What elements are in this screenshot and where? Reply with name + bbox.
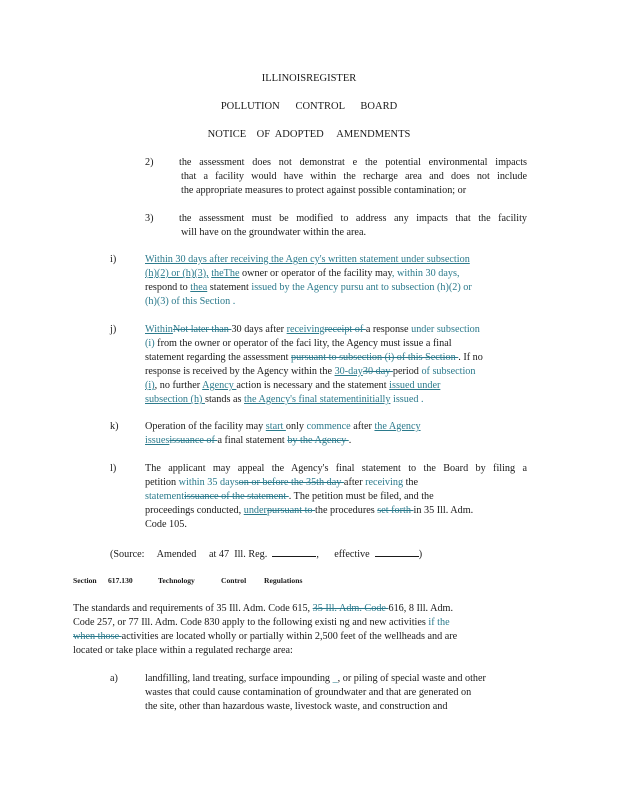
item-i-line	[145, 295, 529, 309]
item-l-line	[145, 504, 527, 518]
inserted-text: under	[243, 505, 267, 516]
deleted-text: issuance of	[169, 435, 218, 446]
item-l-label: l)	[110, 463, 117, 474]
body-text: action is necessary and the statement	[236, 380, 390, 391]
register-name: ILLINOISREGISTER	[261, 73, 357, 84]
item-j-line	[145, 323, 533, 337]
item-l-line	[145, 476, 527, 490]
inserted-text: issued .	[390, 394, 424, 405]
item-j-line	[145, 337, 533, 351]
item-2-label: 2)	[145, 157, 154, 168]
item-j-text	[145, 323, 533, 407]
item-a-text	[145, 672, 531, 714]
deleted-text: by the Agency	[287, 435, 349, 446]
inserted-text: of subsection	[421, 366, 476, 377]
inserted-mark: _	[332, 673, 338, 684]
inserted-text: issued under	[389, 380, 441, 391]
body-text: only	[285, 421, 307, 432]
inserted-text: theThe	[211, 268, 240, 279]
body-text: activities are located wholly or partially within 2,500 feet of the wellheads and are	[121, 631, 458, 642]
body-text: The standards and requirements of 35 Ill. Adm. Code 615,	[73, 603, 313, 614]
volume-blank	[272, 546, 316, 557]
inserted-text: (i)	[145, 338, 155, 349]
body-text: period	[392, 366, 422, 377]
item-j-line	[145, 351, 533, 365]
deleted-text: receipt of	[324, 324, 366, 335]
deleted-text: set forth	[377, 505, 414, 516]
item-3-label: 3)	[145, 213, 154, 224]
body-text: a final statement	[217, 435, 288, 446]
item-k-line	[145, 420, 529, 434]
inserted-text: receiving	[286, 324, 325, 335]
inserted-text: subsection (h)	[145, 394, 205, 405]
inserted-text: the Agency	[374, 421, 421, 432]
deleted-text: when those	[73, 631, 122, 642]
inserted-text: under subsection	[411, 324, 480, 335]
item-2-line: the assessment does not demonstrat e the potential environmental impacts	[179, 157, 527, 168]
inserted-text: receiving	[365, 477, 404, 488]
inserted-text: Agency	[202, 380, 237, 391]
item-k-line	[145, 434, 529, 448]
notice-heading: NOTICE OF ADOPTED AMENDMENTS	[207, 129, 411, 140]
body-text: proceedings conducted,	[145, 505, 244, 516]
inserted-text: Within 30 days after receiving the Agen cy's written statement under subsection	[145, 254, 470, 265]
paragraph-line	[73, 602, 529, 616]
section-title-word: Control	[221, 576, 247, 585]
source-effective: effective	[334, 549, 370, 560]
item-i-line	[145, 281, 529, 295]
inserted-text: (h)(3) of this Section .	[145, 296, 236, 307]
deleted-text: pursuant to	[266, 505, 316, 516]
source-close: )	[418, 549, 423, 560]
item-j-line	[145, 379, 533, 393]
deleted-text: 30 day	[362, 366, 393, 377]
body-text: the	[403, 477, 419, 488]
item-i-line	[145, 267, 529, 281]
section-paragraph	[73, 602, 529, 658]
deleted-text: on or before the 35th day	[238, 477, 344, 488]
item-l-line	[145, 490, 527, 504]
body-text: after	[343, 477, 366, 488]
date-blank	[375, 546, 419, 557]
item-j-line	[145, 393, 533, 407]
paragraph-line	[73, 630, 529, 644]
body-text: in 35 Ill. Adm.	[413, 505, 474, 516]
body-text: after	[350, 421, 375, 432]
body-text: , or piling of special waste and other	[337, 673, 486, 684]
board-title	[0, 101, 618, 112]
item-i-text	[145, 253, 529, 309]
deleted-text: Not later than	[172, 324, 232, 335]
body-text: .	[348, 435, 352, 446]
body-text: . If no	[458, 352, 483, 363]
body-text: landfilling, land treating, surface impounding	[145, 673, 333, 684]
register-title	[0, 73, 618, 84]
item-k-text	[145, 420, 529, 448]
notice-title	[0, 129, 618, 140]
body-text: 30 days after	[231, 324, 287, 335]
inserted-text: issued by the Agency pursu ant to subsection (h)(2) or	[251, 282, 472, 293]
section-number: Section 617.130	[73, 576, 133, 585]
inserted-text: commence	[306, 421, 351, 432]
body-text: petition	[145, 477, 179, 488]
inserted-text: (h)(2) or (h)(3),	[145, 268, 209, 279]
inserted-text: if the	[428, 617, 450, 628]
body-text: stands as	[204, 394, 245, 405]
item-2-line: that a facility would have within the recharge area and does not include	[181, 171, 527, 182]
inserted-text: within 35 days	[178, 477, 239, 488]
item-a-line	[145, 672, 531, 686]
inserted-text: Within	[145, 324, 173, 335]
item-l-line: Code 105.	[145, 519, 187, 530]
body-text: owner or operator of the facility may	[239, 268, 392, 279]
paragraph-line	[73, 616, 529, 630]
paragraph-line: located or take place within a regulated recharge area:	[73, 645, 293, 656]
item-2-text	[179, 156, 527, 198]
item-a-line: wastes that could cause contamination of groundwater and that are generated on	[145, 687, 472, 698]
inserted-text: statement	[145, 491, 185, 502]
section-title-word: Technology	[158, 576, 195, 585]
body-text: respond to	[145, 282, 191, 293]
inserted-text: issues	[145, 435, 170, 446]
inserted-text: thea	[190, 282, 208, 293]
item-3-text	[179, 212, 527, 240]
body-text: statement	[207, 282, 252, 293]
item-3-line: the assessment must be modified to address any impacts that the facility	[179, 213, 527, 224]
inserted-text: 30-day	[334, 366, 363, 377]
inserted-text: , within 30 days,	[391, 268, 460, 279]
item-k-label: k)	[110, 421, 119, 432]
item-i-line	[145, 253, 529, 267]
item-j-line	[145, 365, 533, 379]
deleted-text: pursuant to subsection (i) of this Section	[290, 352, 459, 363]
inserted-text: (i)	[145, 380, 155, 391]
item-a-line: the site, other than hazardous waste, livestock waste, and construction and	[145, 701, 448, 712]
item-2-line: the appropriate measures to protect against possible contamination; or	[181, 185, 467, 196]
inserted-text: start	[265, 421, 286, 432]
deleted-text: 35 Ill. Adm. Code	[312, 603, 389, 614]
body-text: statement regarding the assessment	[145, 352, 291, 363]
body-text: from the owner or operator of the faci lity, the Agency must issue a final	[154, 338, 452, 349]
board-name: POLLUTION CONTROL BOARD	[220, 101, 398, 112]
body-text: 616, 8 Ill. Adm.	[388, 603, 454, 614]
body-text: , no further	[154, 380, 203, 391]
item-3-line: will have on the groundwater within the area.	[181, 227, 367, 238]
body-text: response is received by the Agency within the	[145, 366, 335, 377]
body-text: a response	[365, 324, 412, 335]
body-text: Code 257, or 77 Ill. Adm. Code 830 apply to the following existi ng and new activities	[73, 617, 429, 628]
item-l-text	[145, 462, 527, 532]
source-text: (Source: Amended at 47 Ill. Reg.	[110, 549, 268, 560]
body-text: . The petition must be filed, and the	[288, 491, 434, 502]
body-text: Operation of the facility may	[145, 421, 266, 432]
inserted-text: the Agency's final statementinitially	[244, 394, 391, 405]
section-title-word: Regulations	[264, 576, 303, 585]
item-l-line: The applicant may appeal the Agency's final statement to the Board by filing a	[145, 463, 527, 474]
body-text: the procedures	[315, 505, 378, 516]
item-a-label: a)	[110, 673, 118, 684]
source-note: (Source: Amended at 47 Ill. Reg. , effective )	[110, 546, 422, 562]
item-j-label: j)	[110, 324, 117, 335]
item-i-label: i)	[110, 254, 117, 265]
deleted-text: issuance of the statement	[184, 491, 289, 502]
